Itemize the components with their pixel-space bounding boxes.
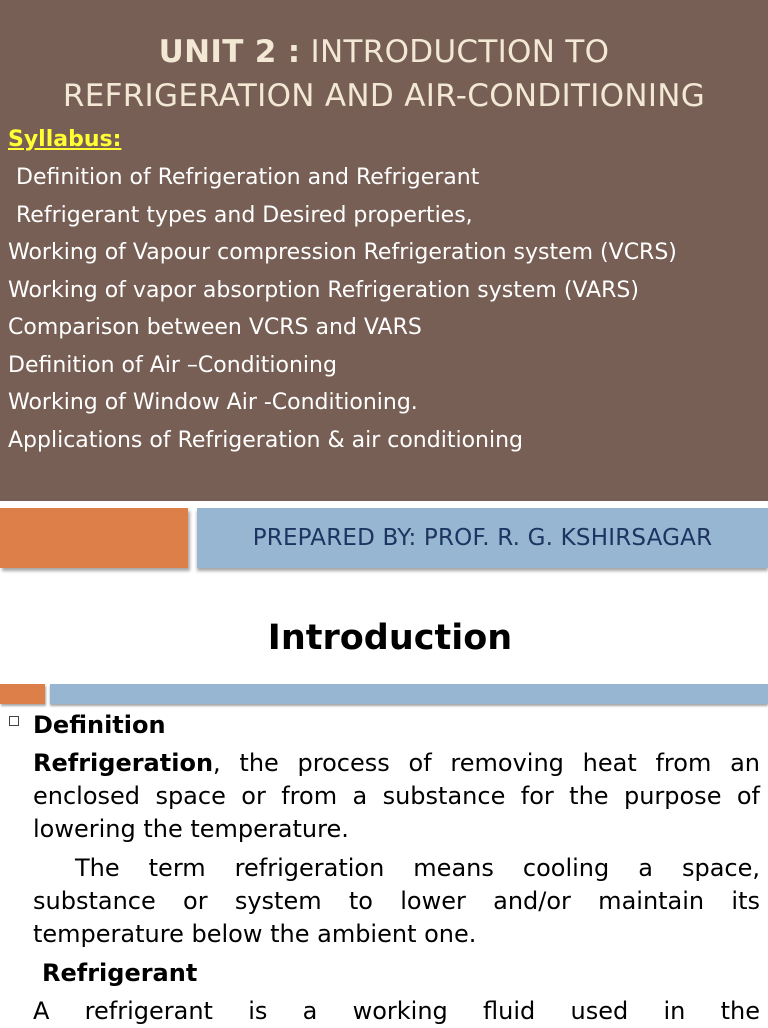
term-refrigeration-inline: refrigeration [234, 854, 385, 882]
refrigerant-heading: Refrigerant [42, 959, 198, 987]
para2-text-a: The term [75, 854, 235, 882]
syllabus-item: Definition of Refrigeration and Refrigerant [16, 165, 480, 190]
prepared-by-text: PREPARED BY: PROF. R. G. KSHIRSAGAR [252, 525, 713, 551]
band-blue-block [197, 508, 768, 568]
syllabus-item: Applications of Refrigeration & air conditioning [8, 427, 523, 453]
term-refrigeration: Refrigeration [33, 749, 214, 777]
band-orange-block [0, 508, 188, 568]
refrigeration-definition-paragraph [33, 747, 760, 846]
title-unit: UNIT 2 : [158, 34, 301, 70]
definition-heading: Definition [33, 711, 166, 739]
syllabus-label: Syllabus: [8, 127, 122, 152]
para3-text-a: A [33, 997, 85, 1025]
para1-text: , the process of removing heat from an enclosed space or from a substance for the purpose of lowering the temperature. [33, 749, 760, 843]
syllabus-item: Definition of Air –Conditioning [8, 352, 337, 378]
syllabus-item: Working of vapor absorption Refrigeration system (VARS) [8, 277, 639, 303]
syllabus-item: Refrigerant types and Desired properties, [16, 202, 473, 228]
syllabus-list [8, 162, 764, 462]
syllabus-slide [0, 0, 768, 501]
introduction-heading: Introduction [267, 618, 513, 658]
syllabus-item: Comparison between VCRS and VARS [8, 315, 422, 340]
divider-blue-bar [50, 684, 768, 704]
slide-title [0, 30, 768, 118]
divider-orange-bar [0, 684, 45, 704]
title-line2: REFRIGERATION AND AIR-CONDITIONING [62, 78, 706, 114]
refrigeration-term-paragraph [33, 852, 760, 951]
syllabus-item: Working of Vapour compression Refrigeration system (VCRS) [8, 240, 677, 265]
hollow-square-bullet-icon [9, 716, 19, 726]
term-refrigerant: refrigerant [84, 997, 213, 1025]
para3-text-b: is a working fluid used in the [212, 997, 760, 1025]
syllabus-item: Working of Window Air -Conditioning. [8, 390, 418, 415]
refrigerant-definition-paragraph [33, 995, 760, 1028]
title-line1: INTRODUCTION TO [300, 34, 610, 70]
para2-text-b: means cooling a space, substance or system to lower and/or maintain its temperature below the ambient one. [33, 854, 760, 948]
